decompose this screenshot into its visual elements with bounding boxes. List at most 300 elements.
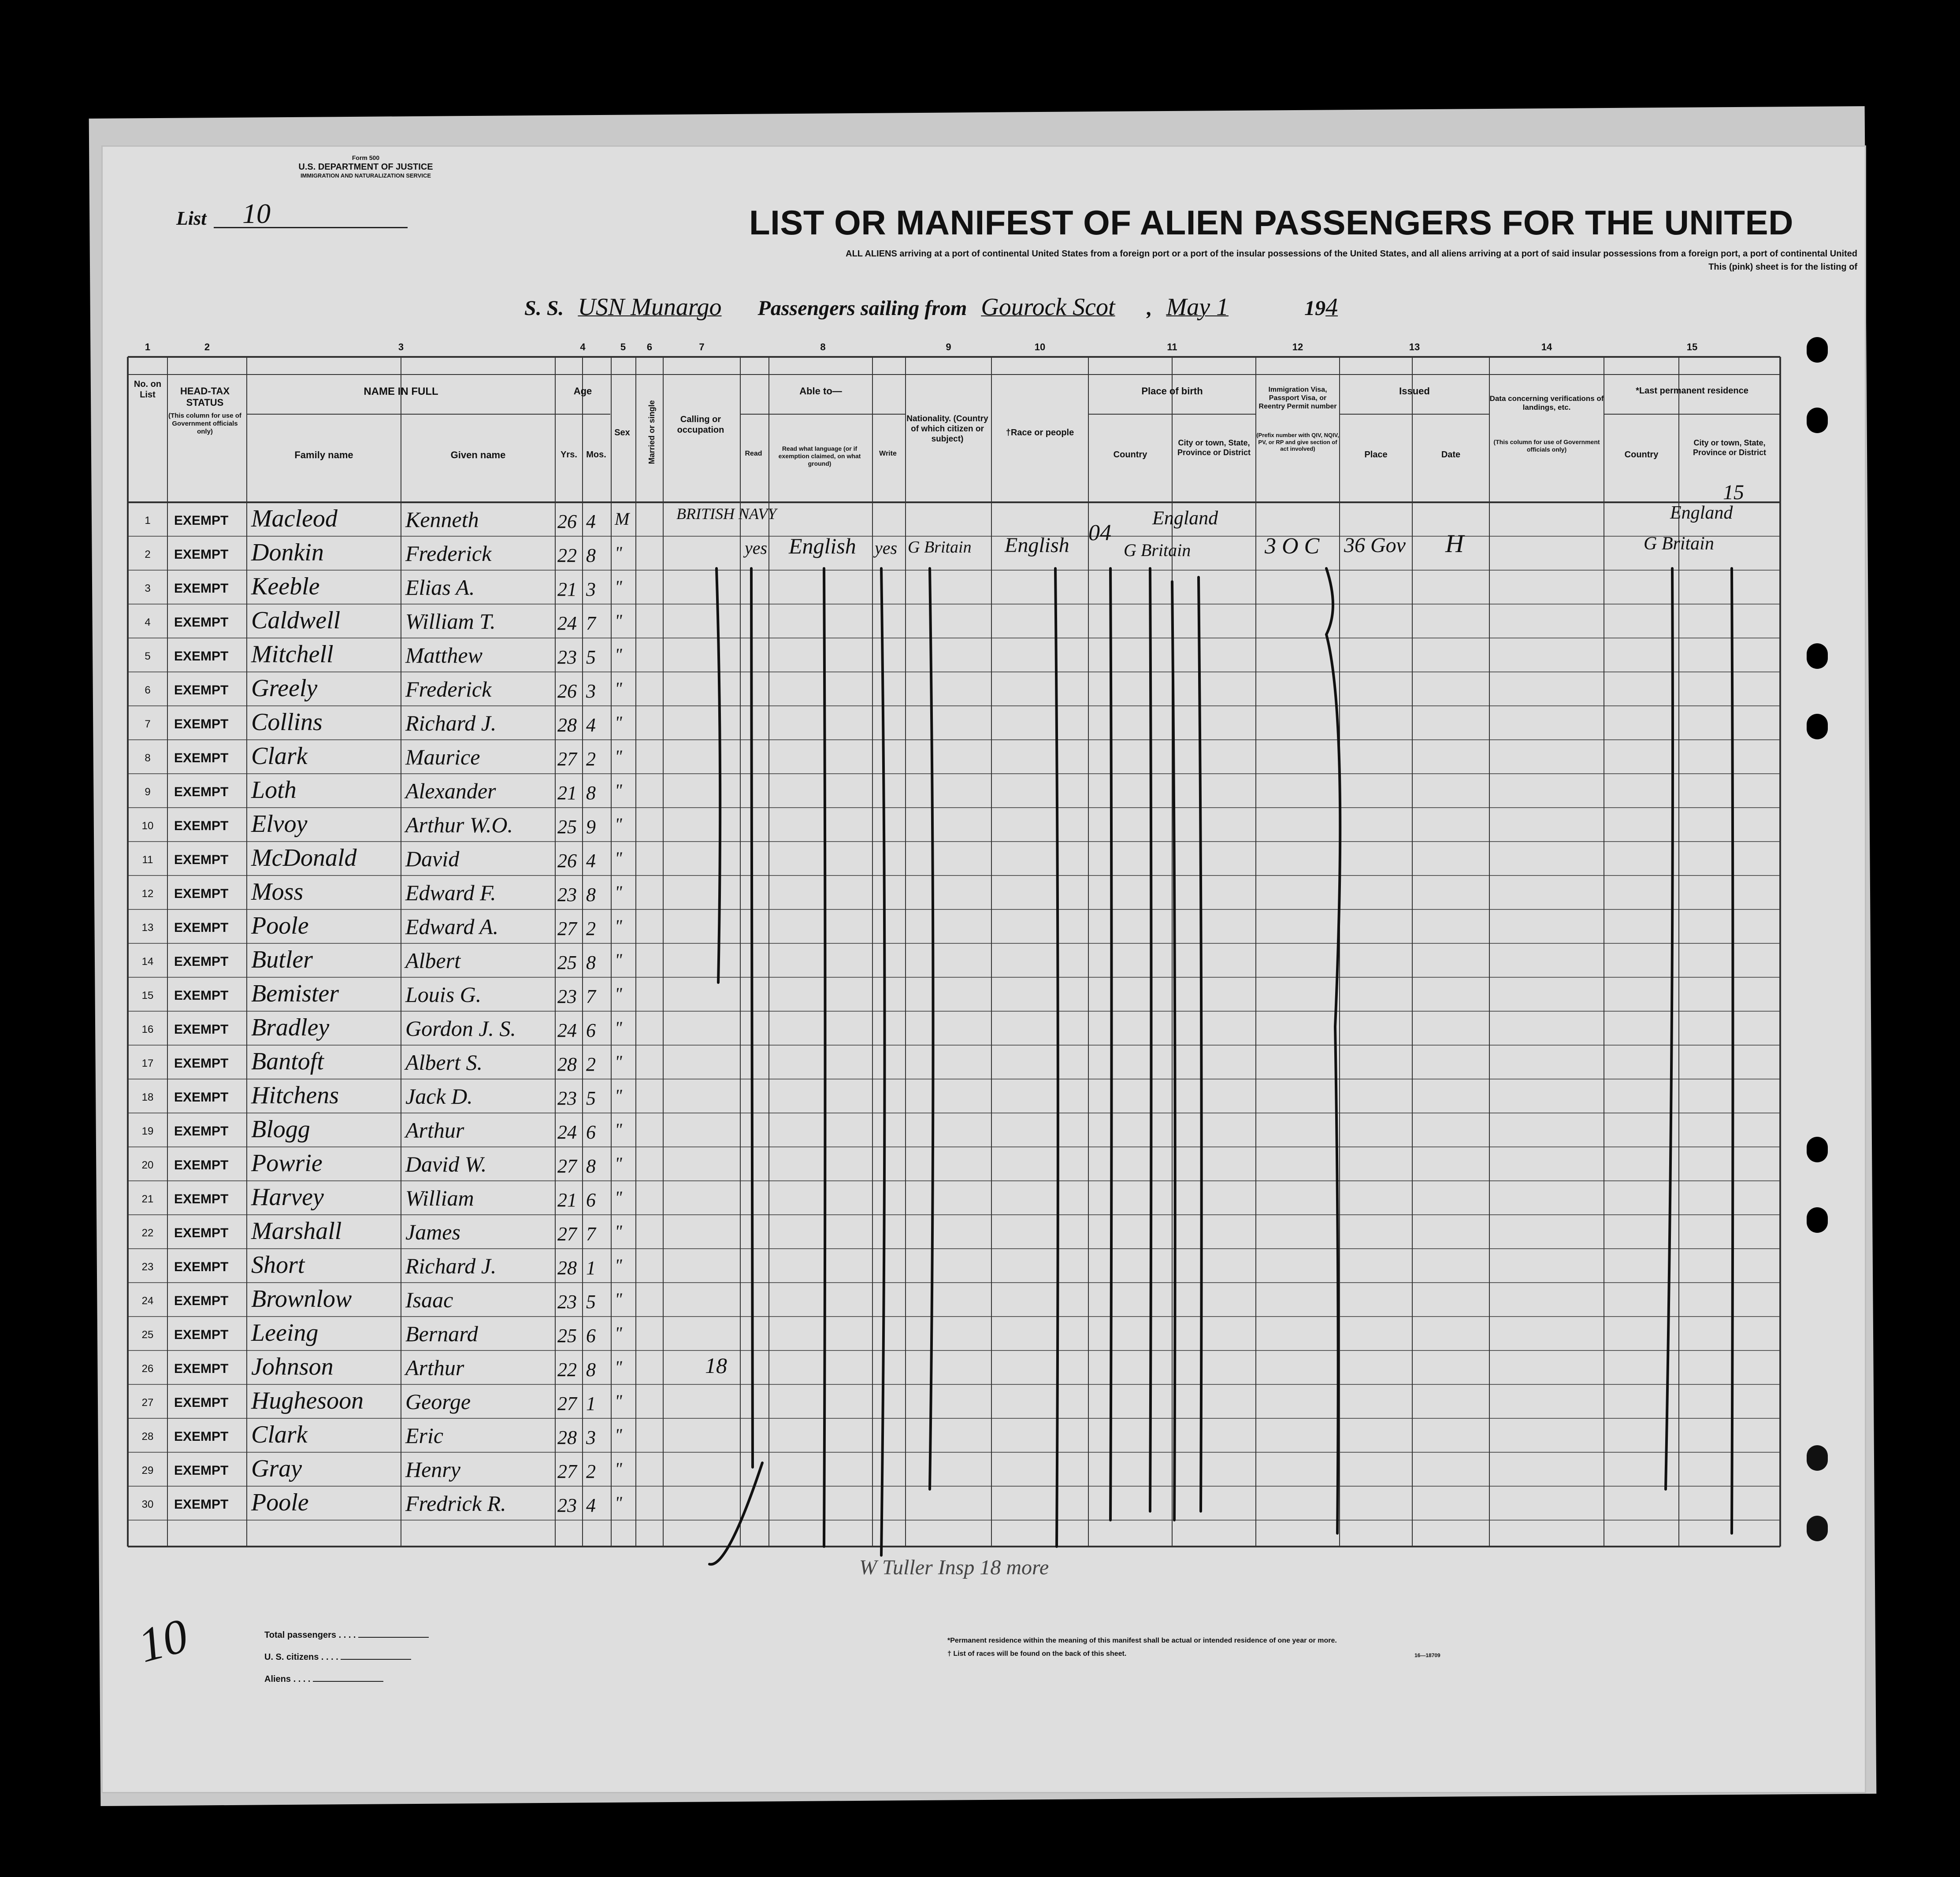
footnote-races: † List of races will be found on the back of this sheet. [947, 1650, 1127, 1658]
family-name: Clark [251, 1421, 308, 1448]
family-name: Marshall [251, 1217, 342, 1245]
age-months: 4 [586, 1495, 596, 1516]
list-label: List [176, 208, 207, 229]
res-city-entry: England [1670, 503, 1733, 523]
header-issued: Issued [1399, 386, 1430, 397]
row-number: 10 [141, 820, 154, 832]
row-number: 7 [145, 718, 151, 730]
sailing-from: Gourock Scot [981, 293, 1115, 321]
age-months: 2 [586, 918, 596, 939]
age-years: 28 [557, 1053, 577, 1075]
family-name: Short [251, 1251, 305, 1279]
age-years: 22 [557, 1359, 577, 1380]
header-age: Age [573, 386, 592, 397]
inspector-note: W Tuller Insp 18 more [859, 1556, 1049, 1579]
head-tax-status: EXEMPT [174, 887, 229, 901]
age-years: 23 [557, 1495, 577, 1516]
family-name: Macleod [251, 505, 338, 532]
header-race: †Race or people [1006, 428, 1074, 438]
family-name: Hitchens [251, 1082, 339, 1109]
column-number: 7 [699, 341, 705, 352]
row-number: 16 [141, 1024, 154, 1035]
tally-mark: 18 [705, 1353, 727, 1378]
given-name: Kenneth [405, 507, 479, 532]
head-tax-status: EXEMPT [174, 954, 229, 969]
given-name: Frederick [405, 677, 492, 701]
issued-place-entry: 36 Gov [1344, 534, 1406, 557]
race-entry: English [1005, 534, 1069, 557]
family-name: Leeing [251, 1319, 319, 1347]
age-years: 22 [557, 545, 577, 566]
age-years: 26 [557, 511, 577, 532]
birth-code-entry: 04 [1088, 520, 1111, 545]
age-months: 1 [586, 1393, 596, 1414]
family-name: Bemister [251, 980, 339, 1007]
given-name: David W. [405, 1152, 487, 1176]
row-number: 30 [141, 1499, 154, 1510]
row-number: 26 [141, 1363, 154, 1375]
family-name: Loth [251, 776, 297, 804]
ss-label: S. S. [524, 297, 564, 320]
manifest-sheet [101, 145, 1866, 1793]
family-name: McDonald [251, 844, 357, 872]
given-name: Matthew [405, 643, 483, 668]
family-name: Bantoft [251, 1048, 324, 1075]
head-tax-status: EXEMPT [174, 1056, 229, 1071]
write-entry: yes [875, 538, 898, 558]
sex-entry: " [615, 1357, 622, 1377]
footer-form-code: 16—18709 [1414, 1652, 1440, 1658]
row-number: 9 [145, 786, 151, 798]
head-tax-status: EXEMPT [174, 615, 229, 630]
age-months: 6 [586, 1189, 596, 1211]
row-number: 4 [145, 616, 151, 628]
header-family-name: Family name [294, 449, 353, 460]
header-read: Read [745, 450, 762, 457]
sex-entry: " [615, 1052, 622, 1072]
given-name: Jack D. [405, 1084, 473, 1109]
sex-entry: " [615, 950, 622, 970]
header-yrs: Yrs. [561, 450, 577, 460]
head-tax-status: EXEMPT [174, 819, 229, 833]
sex-entry: " [615, 1255, 622, 1275]
sex-entry: " [615, 882, 622, 902]
header-able-to: Able to— [799, 386, 842, 397]
age-years: 23 [557, 986, 577, 1007]
family-name: Blogg [251, 1116, 310, 1143]
row-number: 29 [141, 1465, 154, 1476]
head-tax-status: EXEMPT [174, 1497, 229, 1512]
head-tax-status: EXEMPT [174, 1192, 229, 1206]
given-name: Alexander [405, 779, 496, 803]
sex-entry: " [615, 1221, 622, 1241]
age-months: 5 [586, 1291, 596, 1313]
given-name: David [405, 846, 460, 871]
age-years: 24 [557, 1121, 577, 1143]
head-tax-status: EXEMPT [174, 547, 229, 562]
service: IMMIGRATION AND NATURALIZATION SERVICE [300, 172, 431, 179]
res-country-entry: G Britain [1644, 534, 1714, 554]
issued-date-entry: H [1445, 529, 1464, 558]
header-res-country: Country [1624, 450, 1659, 460]
year-suffix: 4 [1325, 293, 1338, 321]
given-name: Richard J. [405, 1254, 497, 1278]
row-number: 5 [145, 650, 151, 662]
row-number: 24 [141, 1295, 154, 1307]
header-visa-note: (Prefix number with QIV, NQIV, PV, or RP and give section of act involved) [1256, 432, 1339, 453]
row-number: 28 [141, 1431, 154, 1443]
manifest-title: LIST OR MANIFEST OF ALIEN PASSENGERS FOR THE UNITED [749, 203, 1793, 242]
given-name: Isaac [405, 1287, 453, 1312]
age-months: 3 [586, 579, 596, 600]
nationality-entry: G Britain [908, 538, 972, 556]
head-tax-status: EXEMPT [174, 649, 229, 664]
given-name: Arthur W.O. [405, 812, 513, 837]
column-number: 15 [1686, 341, 1698, 352]
given-name: Fredrick R. [405, 1491, 506, 1516]
age-months: 3 [586, 1427, 596, 1448]
family-name: Brownlow [251, 1285, 352, 1313]
age-years: 28 [557, 1427, 577, 1448]
age-years: 25 [557, 952, 577, 973]
binder-hole [1807, 408, 1828, 433]
head-tax-status: EXEMPT [174, 1463, 229, 1478]
head-tax-status: EXEMPT [174, 717, 229, 731]
header-read-language: Read what language (or if exemption claimed, on what ground) [778, 445, 861, 467]
column-number: 1 [145, 341, 151, 352]
sex-entry: " [615, 814, 622, 834]
age-months: 8 [586, 884, 596, 905]
given-name: Frederick [405, 541, 492, 566]
binder-hole [1807, 1207, 1828, 1233]
family-name: Greely [251, 675, 318, 702]
age-years: 26 [557, 680, 577, 702]
age-years: 27 [557, 1155, 577, 1177]
ship-line: S. S. USN Munargo Passengers sailing from Gourock Scot , May 1 194 [524, 293, 1338, 321]
sailing-date: May 1 [1166, 293, 1229, 321]
form-number: Form 500 [352, 154, 380, 161]
head-tax-status: EXEMPT [174, 853, 229, 867]
header-head-tax: HEAD-TAX STATUS [180, 386, 230, 408]
read-entry: yes [745, 538, 768, 558]
row-number: 6 [145, 684, 151, 696]
age-years: 27 [557, 1223, 577, 1245]
row-number: 20 [141, 1159, 154, 1171]
row-number: 8 [145, 752, 151, 764]
header-given-name: Given name [450, 449, 506, 460]
row-number: 15 [141, 990, 154, 1002]
total-passengers-label: Total passengers . . . . [264, 1630, 429, 1640]
head-tax-status: EXEMPT [174, 1124, 229, 1139]
family-name: Collins [251, 709, 323, 736]
row-number: 12 [141, 888, 154, 900]
family-name: Harvey [251, 1183, 324, 1211]
row-number: 2 [145, 549, 151, 560]
age-years: 21 [557, 1189, 577, 1211]
sex-entry: " [615, 1187, 622, 1207]
family-name: Keeble [251, 573, 320, 600]
age-years: 28 [557, 1257, 577, 1279]
row-number: 23 [141, 1261, 154, 1273]
given-name: Gordon J. S. [405, 1016, 516, 1041]
sex-entry: " [615, 1425, 622, 1445]
age-years: 21 [557, 579, 577, 600]
age-months: 4 [586, 511, 596, 532]
header-data-note: (This column for use of Government officials only) [1493, 438, 1600, 453]
header-birth-city: City or town, State, Province or District [1177, 438, 1251, 457]
sex-entry: " [615, 1154, 622, 1173]
age-months: 8 [586, 952, 596, 973]
head-tax-status: EXEMPT [174, 920, 229, 935]
binder-hole [1807, 714, 1828, 739]
given-name: James [405, 1220, 460, 1244]
family-name: Hughesoon [251, 1387, 364, 1414]
column-number: 14 [1541, 341, 1552, 352]
subtitle-2: This (pink) sheet is for the listing of [1708, 262, 1857, 272]
ditto-strokes [101, 145, 1866, 1793]
binder-hole [1807, 1137, 1828, 1162]
given-name: George [405, 1389, 471, 1414]
sex-entry: " [615, 1391, 622, 1411]
head-tax-status: EXEMPT [174, 1226, 229, 1240]
sex-entry: " [615, 1323, 622, 1343]
age-months: 6 [586, 1121, 596, 1143]
header-last-residence: *Last permanent residence [1636, 386, 1748, 396]
sex-entry: " [615, 1086, 622, 1105]
subtitle-1: ALL ALIENS arriving at a port of continental United States from a foreign port or a port of the insular possessions of the United States, and all aliens arriving at a port of said insular possessions from a foreign port, a port of continental United [846, 249, 1857, 259]
language-entry: English [789, 534, 856, 558]
age-months: 2 [586, 1053, 596, 1075]
given-name: Eric [405, 1423, 444, 1448]
head-tax-status: EXEMPT [174, 1395, 229, 1410]
row-number: 17 [141, 1057, 154, 1069]
sex-entry: " [615, 848, 622, 868]
header-married: Married or single [647, 400, 657, 464]
sex-entry: " [615, 712, 622, 732]
column-number: 2 [204, 341, 210, 352]
age-years: 27 [557, 1461, 577, 1482]
row-number: 11 [142, 854, 153, 866]
family-name: Elvoy [251, 810, 308, 838]
sex-entry: M [615, 509, 630, 529]
sex-entry: " [615, 543, 622, 563]
head-tax-status: EXEMPT [174, 513, 229, 528]
birth-city-entry: England [1152, 507, 1218, 529]
head-tax-status: EXEMPT [174, 1294, 229, 1308]
age-months: 5 [586, 1087, 596, 1109]
head-tax-status: EXEMPT [174, 1158, 229, 1172]
birth-country-entry: G Britain [1124, 540, 1191, 560]
column-number: 8 [820, 341, 826, 352]
age-months: 8 [586, 545, 596, 566]
binder-hole [1807, 337, 1828, 363]
head-tax-status: EXEMPT [174, 1361, 229, 1376]
given-name: Albert S. [405, 1050, 483, 1075]
sex-entry: " [615, 645, 622, 664]
row-number: 27 [141, 1397, 154, 1409]
age-months: 3 [586, 680, 596, 702]
age-months: 8 [586, 1155, 596, 1177]
head-tax-status: EXEMPT [174, 988, 229, 1003]
aliens-label: Aliens . . . . [264, 1674, 383, 1684]
binder-hole [1807, 643, 1828, 669]
age-months: 1 [586, 1257, 596, 1279]
column-number: 10 [1034, 341, 1046, 352]
sex-entry: " [615, 1018, 622, 1038]
given-name: Edward A. [405, 914, 499, 939]
row-number: 22 [141, 1227, 154, 1239]
age-months: 4 [586, 714, 596, 736]
given-name: Arthur [405, 1118, 464, 1143]
header-head-tax-note: (This column for use of Government officials only) [168, 412, 241, 435]
age-months: 5 [586, 646, 596, 668]
family-name: Mitchell [251, 641, 334, 668]
header-res-city: City or town, State, Province or District [1693, 438, 1767, 457]
header-calling: Calling or occupation [677, 415, 724, 435]
head-tax-status: EXEMPT [174, 1328, 229, 1342]
sex-entry: " [615, 1459, 622, 1479]
family-name: Donkin [251, 539, 324, 566]
given-name: Richard J. [405, 711, 497, 735]
footnote-residence: *Permanent residence within the meaning of this manifest shall be actual or intended residence of one year or more. [947, 1637, 1337, 1644]
age-months: 8 [586, 1359, 596, 1380]
header-nationality: Nationality. (Country of which citizen or subject) [906, 414, 988, 444]
age-months: 4 [586, 850, 596, 872]
age-months: 7 [586, 1223, 596, 1245]
row-number: 21 [141, 1193, 154, 1205]
age-years: 27 [557, 1393, 577, 1414]
age-years: 23 [557, 646, 577, 668]
margin-number: 10 [132, 1608, 193, 1673]
header-place-of-birth: Place of birth [1141, 386, 1203, 397]
family-name: Caldwell [251, 607, 341, 634]
age-years: 25 [557, 816, 577, 838]
age-months: 2 [586, 1461, 596, 1482]
header-write: Write [879, 450, 897, 457]
row-number: 19 [141, 1125, 154, 1137]
age-years: 24 [557, 612, 577, 634]
age-years: 24 [557, 1020, 577, 1041]
header-sex: Sex [614, 428, 630, 438]
given-name: William [405, 1186, 474, 1210]
age-years: 25 [557, 1325, 577, 1347]
sex-entry: " [615, 679, 622, 698]
sex-entry: " [615, 984, 622, 1004]
given-name: Bernard [405, 1321, 478, 1346]
row-number: 1 [145, 515, 151, 527]
us-citizens-label: U. S. citizens . . . . [264, 1652, 411, 1662]
given-name: Elias A. [405, 575, 475, 600]
header-name-in-full: NAME IN FULL [364, 386, 438, 397]
res-code-entry: 15 [1723, 481, 1744, 504]
column-number: 6 [646, 341, 653, 352]
sex-entry: " [615, 916, 622, 936]
age-months: 6 [586, 1020, 596, 1041]
age-years: 21 [557, 782, 577, 804]
head-tax-status: EXEMPT [174, 1429, 229, 1444]
age-months: 2 [586, 748, 596, 770]
age-months: 7 [586, 612, 596, 634]
head-tax-status: EXEMPT [174, 1260, 229, 1274]
header-issued-place: Place [1364, 450, 1388, 460]
family-name: Butler [251, 946, 313, 973]
family-name: Bradley [251, 1014, 330, 1041]
header-birth-country: Country [1113, 450, 1147, 460]
sex-entry: " [615, 1289, 622, 1309]
column-number: 11 [1167, 341, 1177, 352]
sex-entry: " [615, 780, 622, 800]
head-tax-status: EXEMPT [174, 1022, 229, 1037]
row-number: 13 [141, 922, 154, 934]
age-years: 23 [557, 1087, 577, 1109]
age-months: 8 [586, 782, 596, 804]
binder-hole [1807, 1445, 1828, 1471]
column-number: 13 [1409, 341, 1420, 352]
header-mos: Mos. [586, 450, 606, 460]
list-value: 10 [242, 198, 271, 229]
given-name: Henry [405, 1457, 460, 1482]
header-visa: Immigration Visa, Passport Visa, or Reentry Permit number [1258, 386, 1337, 411]
given-name: Albert [405, 948, 460, 973]
column-number: 4 [580, 341, 586, 352]
given-name: Louis G. [405, 982, 482, 1007]
age-months: 7 [586, 986, 596, 1007]
family-name: Poole [251, 912, 309, 939]
sailing-label: Passengers sailing from [757, 297, 967, 320]
given-name: Edward F. [405, 880, 496, 905]
header-data-concerning: Data concerning verifications of landings, etc. [1489, 394, 1604, 412]
age-years: 28 [557, 714, 577, 736]
age-years: 23 [557, 1291, 577, 1313]
head-tax-status: EXEMPT [174, 683, 229, 697]
header-issued-date: Date [1441, 450, 1461, 460]
age-years: 26 [557, 850, 577, 872]
visa-entry: 3 O C [1265, 534, 1320, 559]
head-tax-status: EXEMPT [174, 751, 229, 765]
sex-entry: " [615, 1493, 622, 1513]
column-number: 9 [946, 341, 951, 352]
age-years: 23 [557, 884, 577, 905]
age-months: 6 [586, 1325, 596, 1347]
family-name: Powrie [251, 1150, 323, 1177]
occupation-entry: BRITISH NAVY [676, 505, 777, 523]
row-number: 25 [141, 1329, 154, 1341]
age-years: 27 [557, 918, 577, 939]
family-name: Clark [251, 742, 308, 770]
head-tax-status: EXEMPT [174, 581, 229, 596]
column-number: 12 [1292, 341, 1303, 352]
year-prefix: 19 [1304, 297, 1326, 320]
column-number: 3 [398, 341, 404, 352]
sex-entry: " [615, 611, 622, 631]
head-tax-status: EXEMPT [174, 1090, 229, 1105]
family-name: Poole [251, 1489, 309, 1516]
sex-entry: " [615, 1120, 622, 1139]
family-name: Johnson [251, 1353, 334, 1380]
head-tax-status: EXEMPT [174, 785, 229, 799]
ship-name: USN Munargo [578, 293, 722, 321]
family-name: Gray [251, 1455, 302, 1482]
column-number: 5 [620, 341, 626, 352]
age-months: 9 [586, 816, 596, 838]
given-name: Maurice [405, 745, 480, 769]
family-name: Moss [251, 878, 304, 905]
row-number: 14 [141, 956, 154, 968]
department: U.S. DEPARTMENT OF JUSTICE [298, 162, 433, 172]
age-years: 27 [557, 748, 577, 770]
binder-hole [1807, 1516, 1828, 1541]
given-name: Arthur [405, 1355, 464, 1380]
